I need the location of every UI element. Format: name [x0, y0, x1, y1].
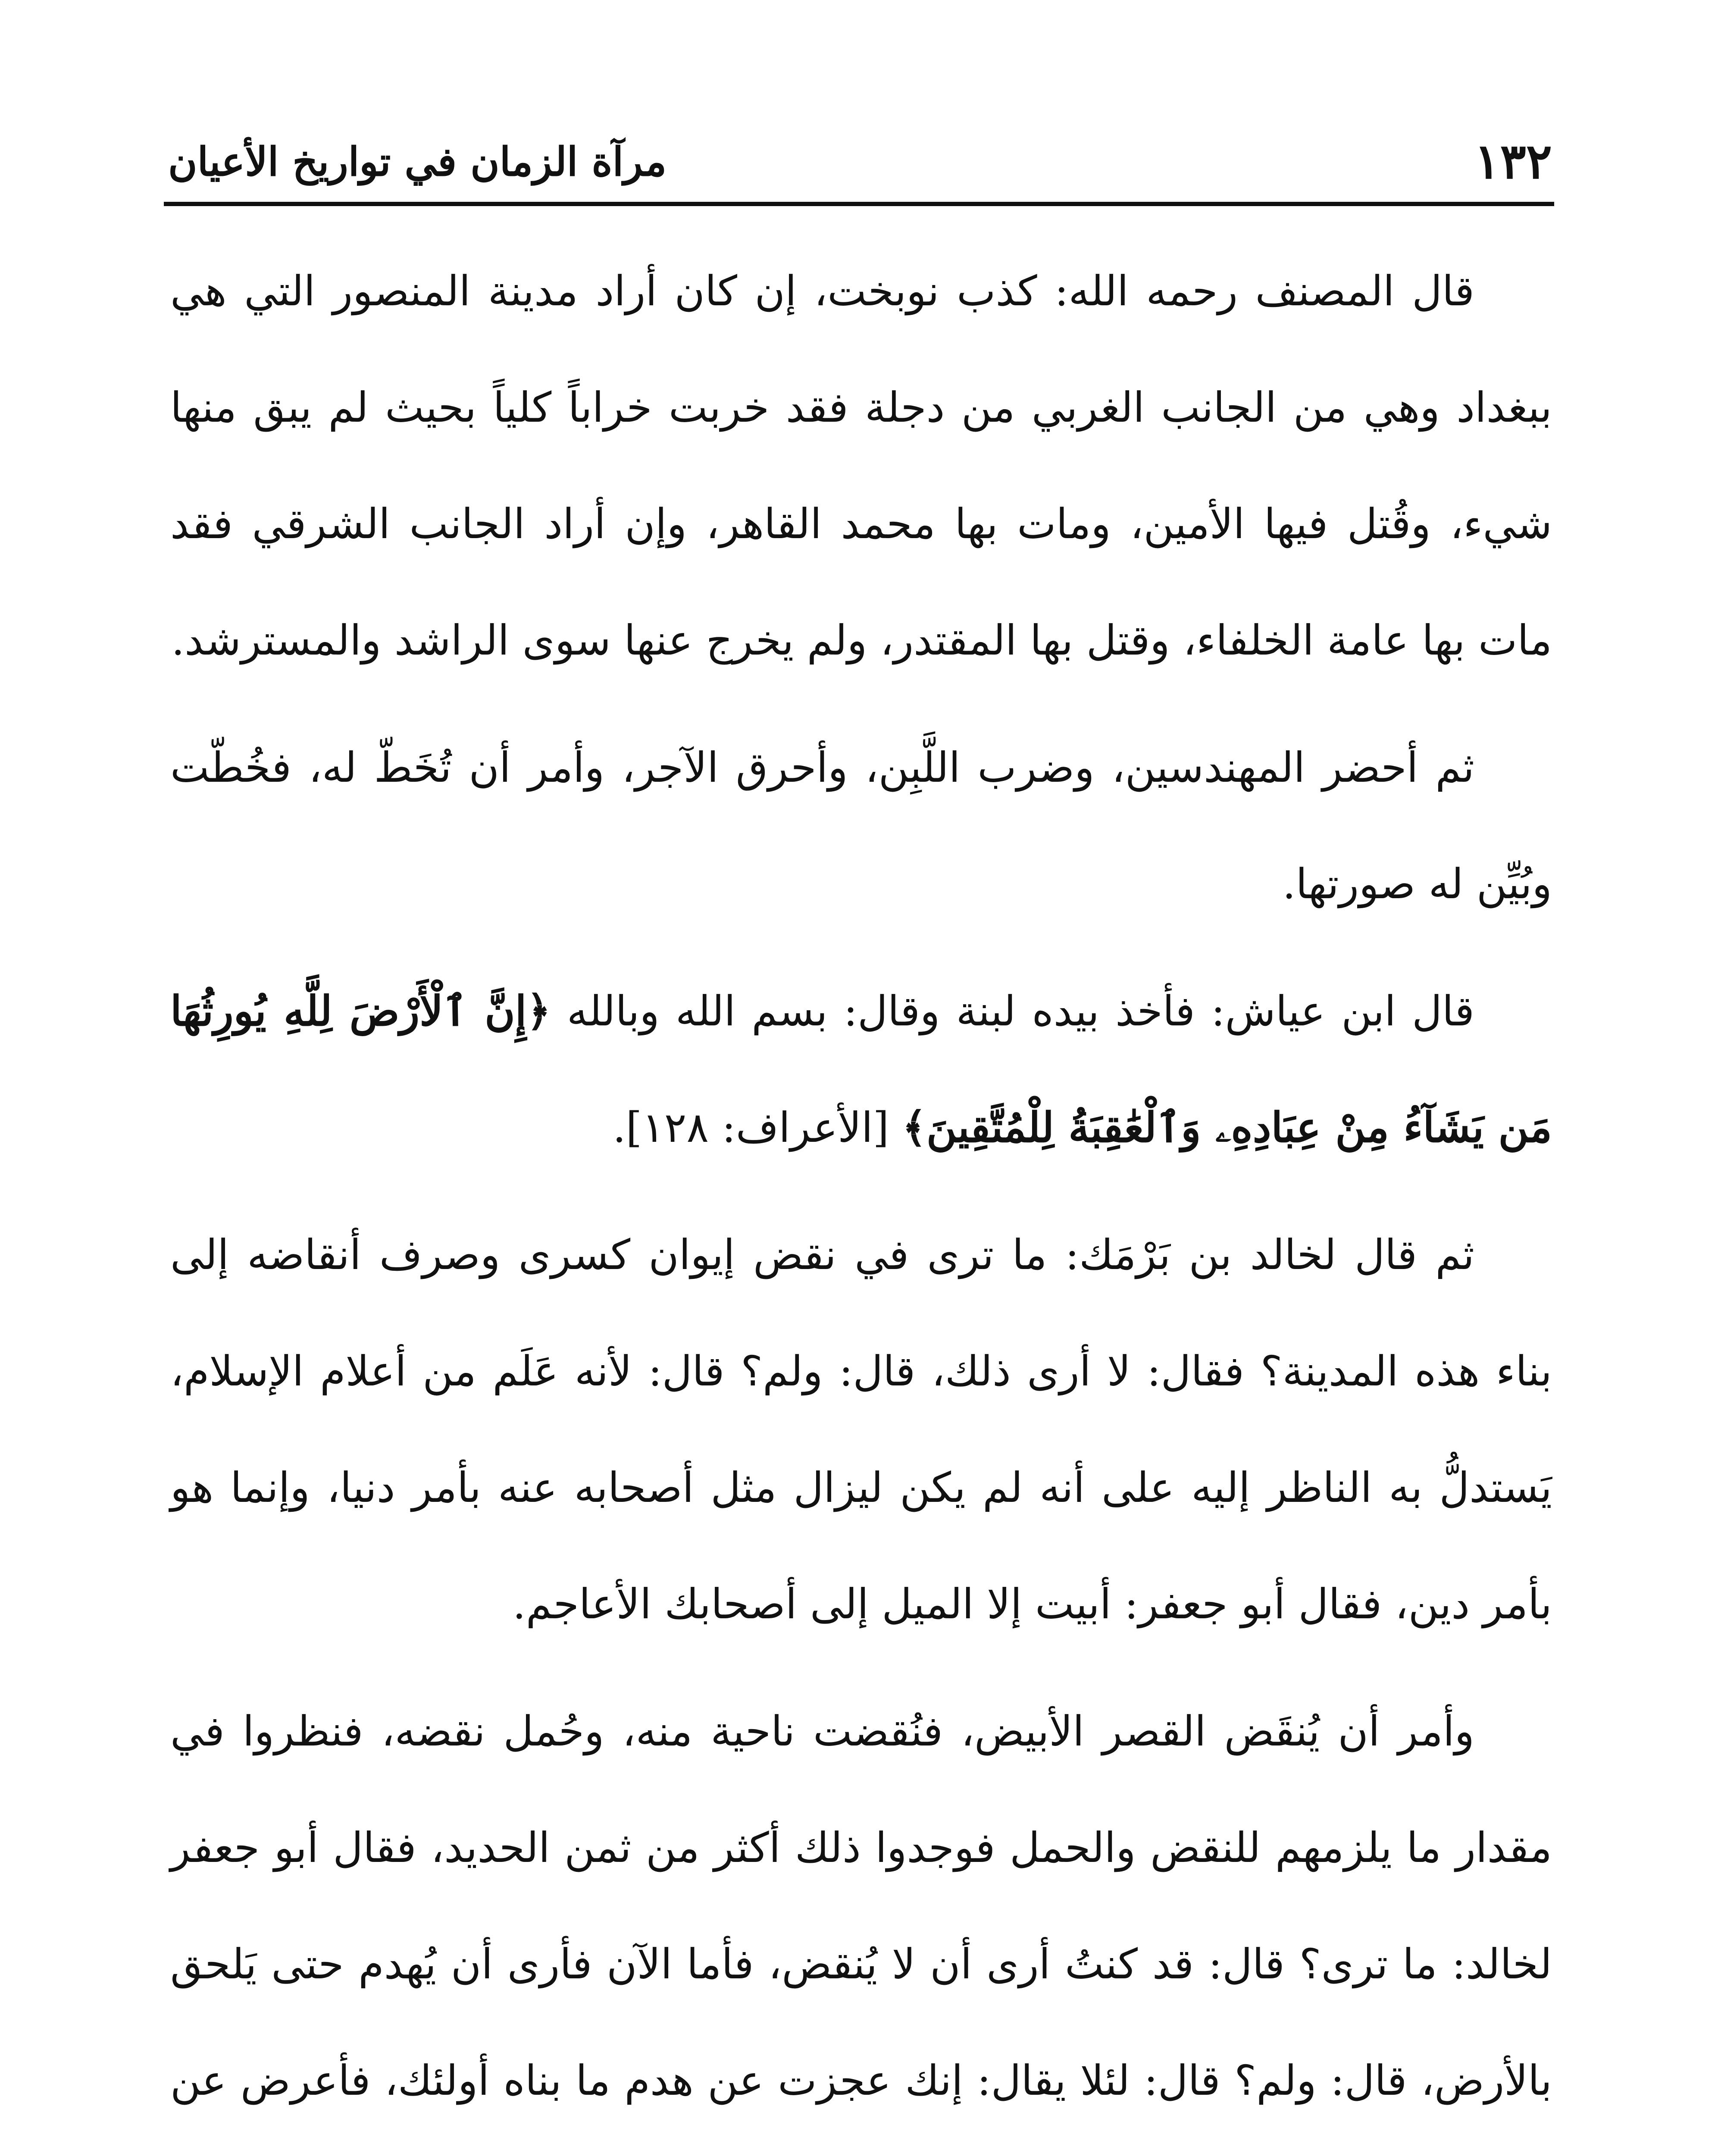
- page-header: [168, 129, 1552, 203]
- paragraph: وأمر أن يُنقَض القصر الأبيض، فنُقضت ناحية منه، وحُمل نقضه، فنظروا في مقدار ما يلزمهم للنقض والحمل فوجدوا ذلك أكثر من ثمن الحديد، فقال أبو جعفر لخالد: ما ترى؟ قال: قد كنتُ أرى أن لا يُنقض، فأما الآن فأرى أن يُهدم حتى يَلحق بالأرض، قال: ولم؟ قال: لئلا يقال: إنك عجزت عن هدم ما بناه أولئك، فأعرض عن: [170, 1707, 1552, 2105]
- paragraph: ثم قال لخالد بن بَرْمَك: ما ترى في نقض إيوان كسرى وصرف أنقاضه إلى بناء هذه المدينة؟ فقال: لا أرى ذلك، قال: ولم؟ قال: لأنه عَلَم من أعلام الإسلام، يَستدلُّ به الناظر إليه على أنه لم يكن ليزال مثل أصحابه عنه بأمر دنيا، وإنما هو بأمر دين، فقال أبو جعفر: أبيت إلا الميل إلى أصحابك الأعاجم.: [170, 1231, 1552, 1628]
- verse-citation: [الأعراف: ١٢٨].: [613, 1103, 889, 1152]
- quran-verse: ﴿إِنَّ ٱلْأَرْضَ لِلَّهِ يُورِثُهَا مَن يَشَآءُ مِنْ عِبَادِهِۦ وَٱلْعَٰقِبَةُ لِلْمُتَّقِينَ﴾: [170, 987, 1552, 1152]
- paragraph-intro: قال ابن عياش: فأخذ بيده لبنة وقال: بسم الله وبالله: [566, 987, 1475, 1035]
- paragraph-ibn-abbas: [170, 953, 1552, 1186]
- main-text: [170, 233, 1552, 2156]
- paragraph: قال المصنف رحمه الله: كذب نوبخت، إن كان أراد مدينة المنصور التي هي ببغداد وهي من الجانب الغربي من دجلة فقد خربت خراباً كلياً بحيث لم يبق منها شيء، وقُتل فيها الأمين، ومات بها محمد القاهر، وإن أراد الجانب الشرقي فقد مات بها عامة الخلفاء، وقتل بها المقتدر، ولم يخرج عنها سوى الراشد والمسترشد.: [170, 267, 1552, 664]
- paragraph: ثم أحضر المهندسين، وضرب اللَّبِن، وأحرق الآجر، وأمر أن تُخَطّ له، فخُطّت وبُيِّن له صورتها.: [170, 743, 1552, 908]
- header-rule: [164, 202, 1554, 206]
- running-title: مرآة الزمان في تواريخ الأعيان: [168, 138, 667, 185]
- page-number: ١٣٢: [1474, 133, 1552, 190]
